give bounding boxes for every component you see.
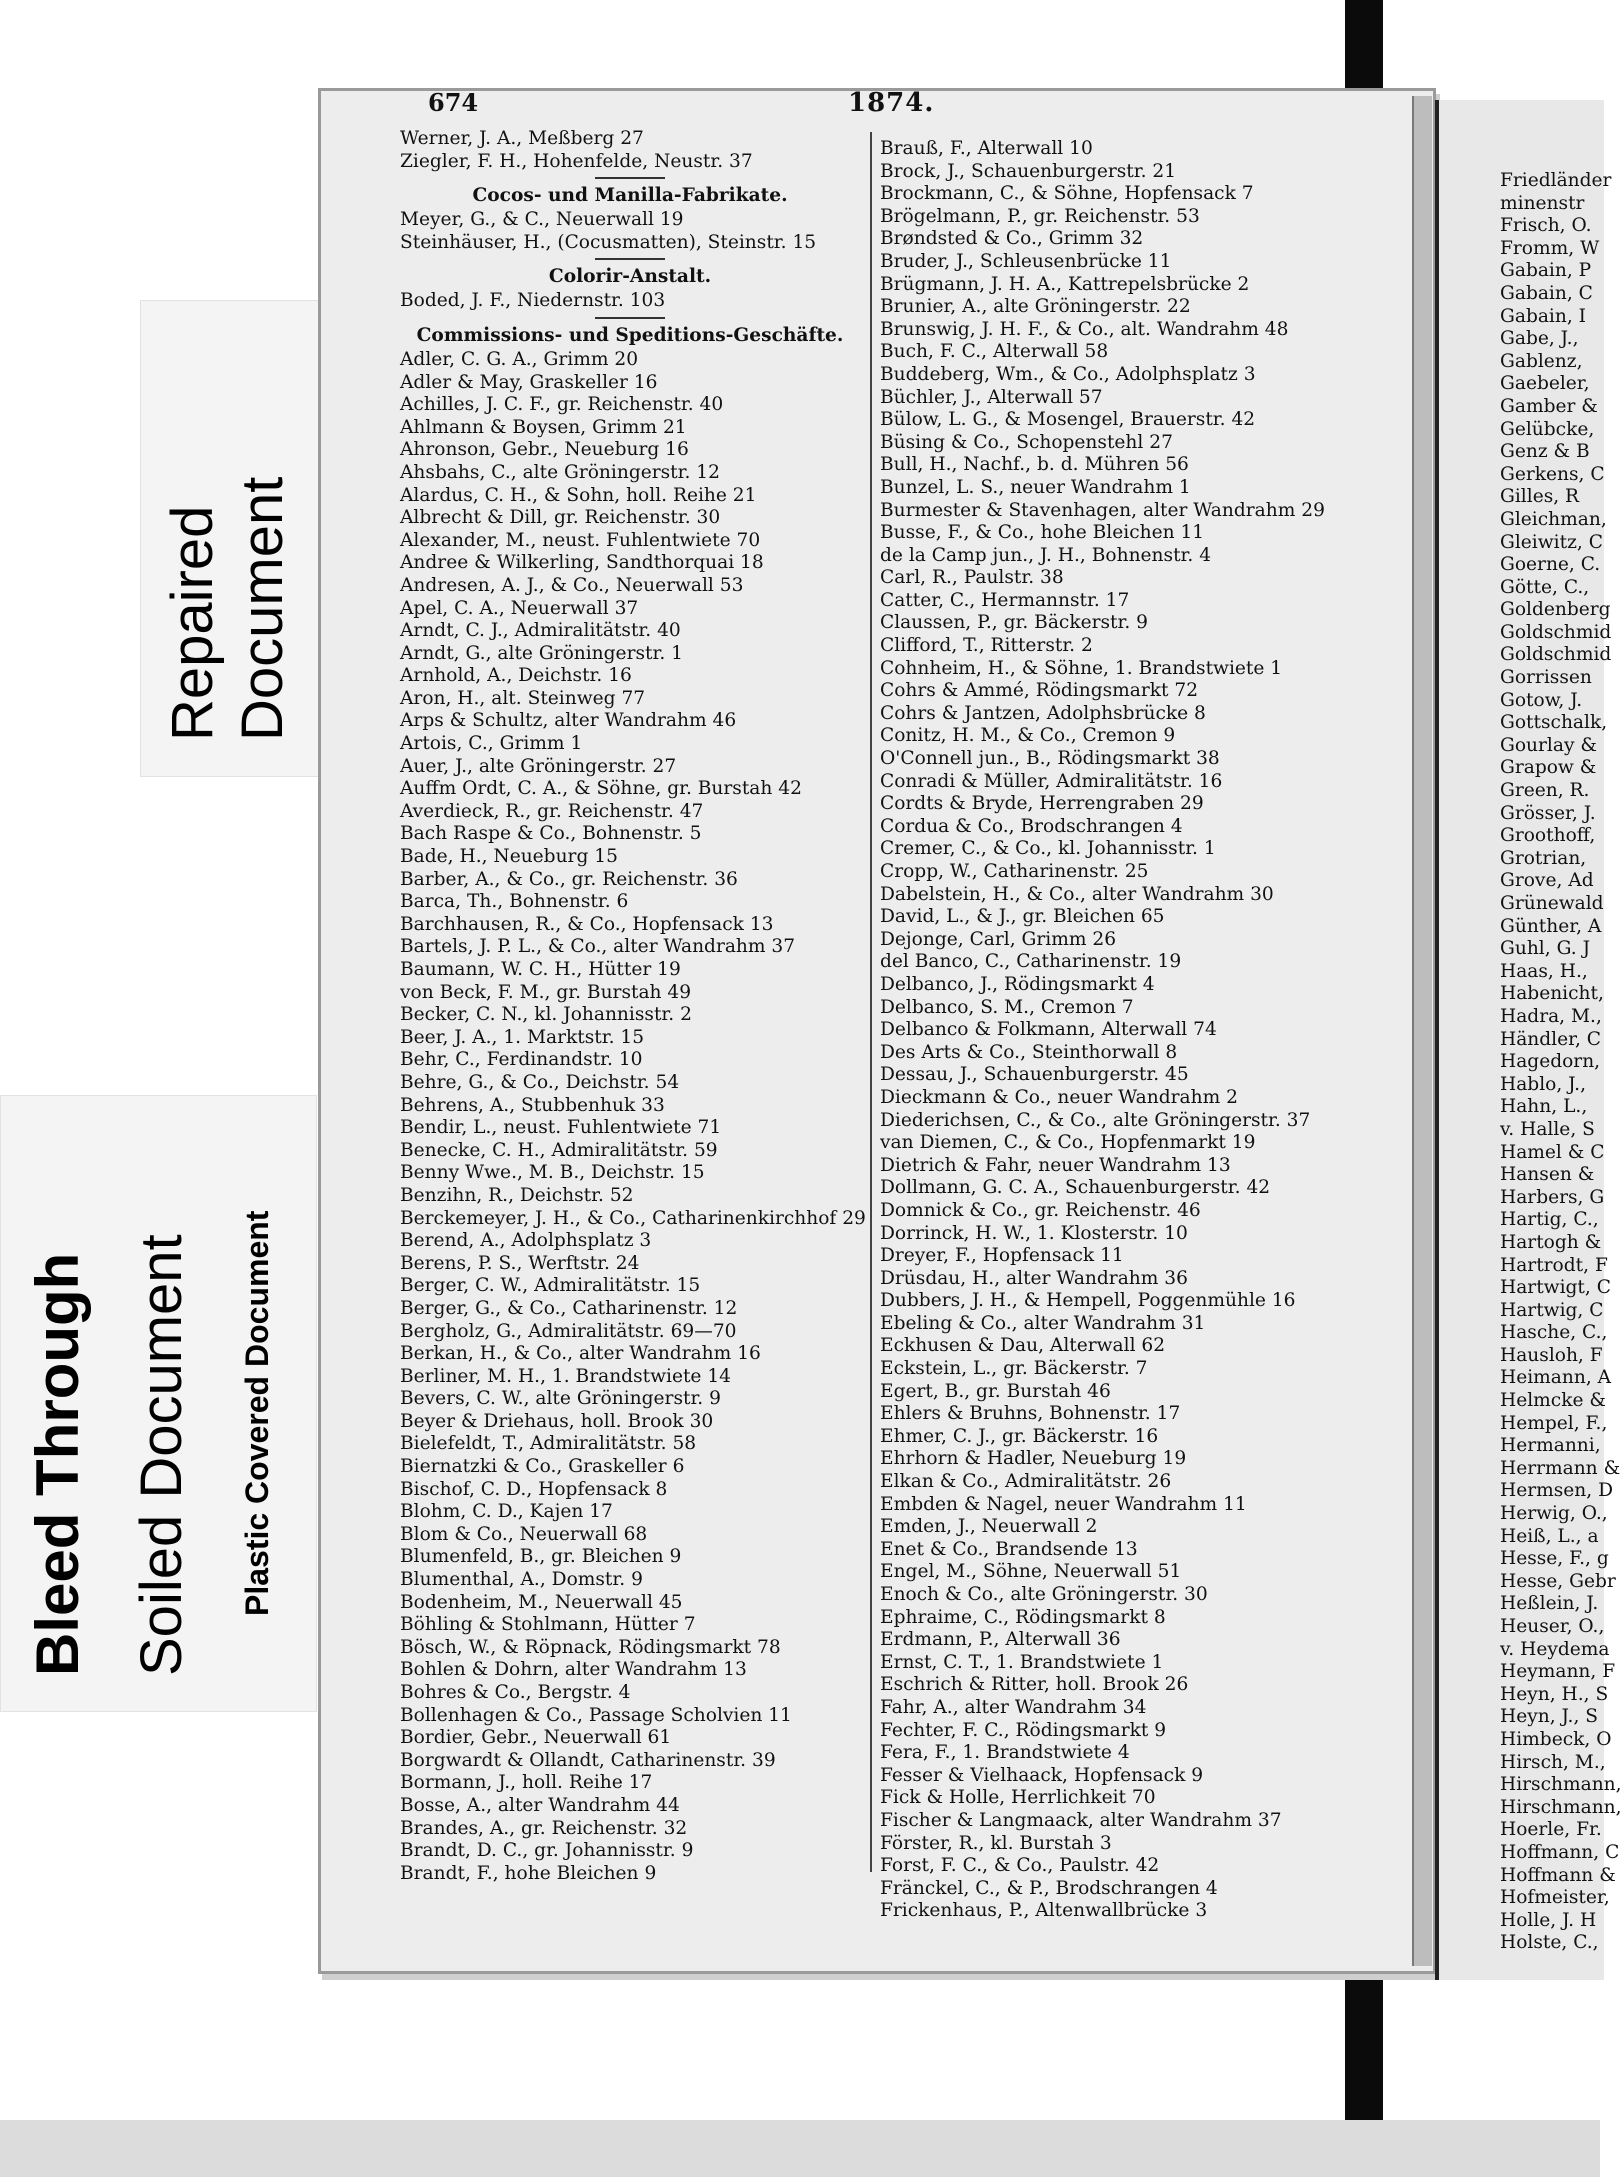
list-item: Fromm, W: [1500, 237, 1600, 259]
list-item: Hermsen, D: [1500, 1480, 1613, 1502]
list-item: Green, R.: [1500, 780, 1590, 802]
right-column: [1500, 170, 1622, 1955]
list-item: Baumann, W. C. H., Hütter 19: [400, 959, 681, 980]
list-item: Erdmann, P., Alterwall 36: [880, 1629, 1121, 1651]
list-item: Berger, C. W., Admiralitätstr. 15: [400, 1275, 701, 1297]
list-item: Berend, A., Adolphsplatz 3: [400, 1230, 652, 1252]
list-item: Fechter, F. C., Rödingsmarkt 9: [880, 1719, 1167, 1741]
list-item: Cohrs & Jantzen, Adolphsbrücke 8: [880, 702, 1206, 724]
list-item: Claussen, P., gr. Bäckerstr. 9: [880, 612, 1148, 634]
list-item: Clifford, T., Ritterstr. 2: [880, 635, 1093, 657]
list-item: Carl, R., Paulstr. 38: [880, 567, 1064, 589]
list-item: Ziegler, F. H., Hohenfelde, Neustr. 37: [400, 150, 753, 172]
list-item: Haas, H.,: [1500, 960, 1588, 982]
label-card-degradation: [0, 1095, 317, 1712]
list-item: Bade, H., Neueburg 15: [400, 846, 618, 868]
list-item: Brögelmann, P., gr. Reichenstr. 53: [880, 205, 1200, 227]
list-item: Genz & B: [1500, 441, 1590, 463]
list-item: von Beck, F. M., gr. Burstah 49: [400, 981, 692, 1003]
list-item: Ernst, C. T., 1. Brandstwiete 1: [880, 1651, 1164, 1673]
list-item: Heyn, H., S: [1500, 1683, 1609, 1705]
list-item: Behre, G., & Co., Deichstr. 54: [400, 1071, 680, 1093]
list-item: Hadra, M.,: [1500, 1005, 1602, 1027]
list-item: Conitz, H. M., & Co., Cremon 9: [880, 725, 1176, 747]
column-divider: [870, 132, 872, 1872]
list-item: van Diemen, C., & Co., Hopfenmarkt 19: [880, 1132, 1256, 1154]
list-item: Boded, J. F., Niedernstr. 103: [400, 290, 666, 312]
section-heading: Commissions- und Speditions-Geschäfte.: [416, 324, 844, 346]
list-item: Böhling & Stohlmann, Hütter 7: [400, 1614, 696, 1636]
list-item: Fahr, A., alter Wandrahm 34: [880, 1696, 1147, 1718]
list-item: Hasche, C.,: [1500, 1322, 1608, 1344]
list-item: Gottschalk,: [1500, 712, 1608, 734]
section-rule: [595, 317, 665, 319]
list-item: Gourlay &: [1500, 734, 1597, 756]
list-item: Heßlein, J.: [1500, 1593, 1599, 1615]
list-item: Cohnheim, H., & Söhne, 1. Brandstwiete 1: [880, 657, 1283, 679]
list-item: Bull, H., Nachf., b. d. Mühren 56: [880, 454, 1189, 476]
list-item: Hirsch, M.,: [1500, 1751, 1606, 1773]
list-item: Heymann, F: [1500, 1661, 1616, 1683]
list-item: Buch, F. C., Alterwall 58: [880, 341, 1109, 363]
right-list: [1500, 170, 1622, 1955]
list-item: Emden, J., Neuerwall 2: [880, 1516, 1098, 1538]
list-item: Grünewald: [1500, 893, 1604, 914]
list-item: Brandt, D. C., gr. Johannisstr. 9: [400, 1840, 694, 1862]
list-item: Forst, F. C., & Co., Paulstr. 42: [880, 1855, 1160, 1877]
list-item: Engel, M., Söhne, Neuerwall 51: [880, 1561, 1182, 1583]
list-item: Conradi & Müller, Admiralitätstr. 16: [880, 770, 1223, 792]
page-header: [428, 88, 1408, 118]
list-item: Bischof, C. D., Hopfensack 8: [400, 1478, 668, 1500]
list-item: v. Heydema: [1500, 1638, 1610, 1660]
list-item: Berliner, M. H., 1. Brandstwiete 14: [400, 1365, 731, 1387]
list-item: Artois, C., Grimm 1: [400, 733, 583, 755]
list-item: Brockmann, C., & Söhne, Hopfensack 7: [880, 183, 1254, 205]
list-item: Gablenz,: [1500, 350, 1583, 372]
left-column: [400, 128, 866, 1885]
film-bar-bottom: [1345, 1980, 1383, 2125]
list-item: v. Halle, S: [1500, 1118, 1595, 1140]
list-item: Berens, P. S., Werftstr. 24: [400, 1252, 640, 1274]
list-item: Herwig, O.,: [1500, 1503, 1608, 1525]
list-item: Dreyer, F., Hopfensack 11: [880, 1245, 1124, 1267]
list-item: Fränckel, C., & P., Brodschrangen 4: [880, 1877, 1218, 1899]
section-heading: Cocos- und Manilla-Fabrikate.: [472, 185, 788, 207]
list-item: Bülow, L. G., & Mosengel, Brauerstr. 42: [880, 409, 1256, 431]
list-item: Heyn, J., S: [1500, 1706, 1598, 1728]
film-bar-top: [1345, 0, 1383, 95]
list-item: Brandt, F., hohe Bleichen 9: [400, 1862, 657, 1884]
list-item: Bach Raspe & Co., Bohnenstr. 5: [400, 823, 702, 845]
list-item: Adler, C. G. A., Grimm 20: [400, 348, 639, 370]
list-item: Hoffmann &: [1500, 1864, 1616, 1886]
list-item: Hartwigt, C: [1500, 1277, 1611, 1299]
list-item: Albrecht & Dill, gr. Reichenstr. 30: [400, 507, 721, 529]
list-item: David, L., & J., gr. Bleichen 65: [880, 906, 1165, 928]
list-item: Hahn, L.,: [1500, 1096, 1588, 1118]
list-item: Gilles, R: [1500, 486, 1580, 508]
list-item: Adler & May, Graskeller 16: [400, 371, 658, 393]
soiled-label: Soiled Document: [129, 1234, 194, 1676]
list-item: Fera, F., 1. Brandstwiete 4: [880, 1742, 1130, 1764]
list-item: Eckstein, L., gr. Bäckerstr. 7: [880, 1358, 1148, 1380]
list-item: Gamber &: [1500, 395, 1598, 417]
list-item: Brandes, A., gr. Reichenstr. 32: [400, 1817, 688, 1839]
list-item: Gabain, P: [1500, 260, 1592, 282]
list-item: Eckhusen & Dau, Alterwall 62: [880, 1335, 1166, 1357]
list-item: Andresen, A. J., & Co., Neuerwall 53: [400, 574, 744, 596]
list-item: Gabe, J.,: [1500, 328, 1579, 350]
list-item: Hartwig, C: [1500, 1299, 1604, 1321]
list-item: Catter, C., Hermannstr. 17: [880, 589, 1130, 611]
list-item: Grove, Ad: [1500, 870, 1594, 892]
list-item: Barchhausen, R., & Co., Hopfensack 13: [400, 913, 774, 935]
list-item: Gaebeler,: [1500, 373, 1590, 395]
list-item: Arndt, C. J., Admiralitätstr. 40: [400, 620, 681, 642]
list-item: Hansen &: [1500, 1164, 1595, 1186]
list-item: minenstr: [1500, 192, 1585, 214]
list-item: Gelübcke,: [1500, 418, 1595, 440]
list-item: Cordts & Bryde, Herrengraben 29: [880, 793, 1204, 815]
list-item: Biernatzki & Co., Graskeller 6: [400, 1456, 685, 1478]
label-card-repaired: [140, 300, 347, 777]
list-item: Drüsdau, H., alter Wandrahm 36: [880, 1267, 1188, 1289]
list-item: Brauß, F., Alterwall 10: [880, 138, 1093, 159]
list-item: Berckemeyer, J. H., & Co., Catharinenkirchhof 29: [400, 1207, 866, 1229]
list-item: Berkan, H., & Co., alter Wandrahm 16: [400, 1343, 761, 1365]
middle-list: [880, 138, 1400, 1923]
list-item: Barca, Th., Bohnenstr. 6: [400, 891, 629, 913]
list-item: Büchler, J., Alterwall 57: [880, 386, 1103, 408]
list-item: Hablo, J.,: [1500, 1073, 1586, 1095]
list-item: Bohres & Co., Bergstr. 4: [400, 1682, 631, 1703]
list-item: Buddeberg, Wm., & Co., Adolphsplatz 3: [880, 363, 1256, 385]
list-item: Averdieck, R., gr. Reichenstr. 47: [400, 800, 704, 822]
list-item: Apel, C. A., Neuerwall 37: [400, 597, 639, 619]
list-item: Auffm Ordt, C. A., & Söhne, gr. Burstah 42: [400, 778, 802, 800]
list-item: Bohlen & Dohrn, alter Wandrahm 13: [400, 1659, 747, 1681]
list-item: Gabain, C: [1500, 282, 1593, 304]
list-item: Arnhold, A., Deichstr. 16: [400, 665, 632, 687]
list-item: O'Connell jun., B., Rödingsmarkt 38: [880, 748, 1220, 770]
page-number: 674: [428, 88, 479, 117]
list-item: Auer, J., alte Gröningerstr. 27: [400, 755, 677, 777]
list-item: Behr, C., Ferdinandstr. 10: [400, 1049, 643, 1071]
list-item: Busse, F., & Co., hohe Bleichen 11: [880, 522, 1205, 544]
list-item: Heuser, O.,: [1500, 1616, 1605, 1637]
list-item: Cohrs & Ammé, Rödingsmarkt 72: [880, 680, 1199, 702]
list-item: Hermanni,: [1500, 1435, 1601, 1457]
list-item: Gleichman,: [1500, 508, 1607, 530]
list-item: Bergholz, G., Admiralitätstr. 69—70: [400, 1320, 737, 1342]
list-item: Götte, C.,: [1500, 576, 1590, 598]
list-item: Förster, R., kl. Burstah 3: [880, 1832, 1112, 1854]
list-item: Fick & Holle, Herrlichkeit 70: [880, 1787, 1156, 1809]
list-item: Hamel & C: [1500, 1141, 1605, 1163]
list-item: Beyer & Driehaus, holl. Brook 30: [400, 1410, 714, 1432]
list-item: Hirschmann,: [1500, 1774, 1622, 1796]
list-item: Günther, A: [1500, 915, 1602, 937]
list-item: Blumenfeld, B., gr. Bleichen 9: [400, 1546, 682, 1568]
list-item: Alexander, M., neust. Fuhlentwiete 70: [400, 529, 761, 551]
list-item: Holle, J. H: [1500, 1909, 1597, 1931]
list-item: Cordua & Co., Brodschrangen 4: [880, 815, 1183, 837]
list-item: Brøndsted & Co., Grimm 32: [880, 228, 1144, 250]
list-item: Alardus, C. H., & Sohn, holl. Reihe 21: [400, 484, 757, 506]
list-item: Dessau, J., Schauenburgerstr. 45: [880, 1064, 1189, 1086]
list-item: Enoch & Co., alte Gröningerstr. 30: [880, 1584, 1208, 1605]
list-item: Delbanco, J., Rödingsmarkt 4: [880, 973, 1155, 995]
list-item: Holste, C.,: [1500, 1932, 1599, 1954]
list-item: Hartrodt, F: [1500, 1254, 1608, 1276]
list-item: Werner, J. A., Meßberg 27: [400, 128, 644, 149]
repaired-label-line1: Repaired: [160, 505, 225, 741]
list-item: Bevers, C. W., alte Gröningerstr. 9: [400, 1388, 721, 1410]
list-item: Dubbers, J. H., & Hempell, Poggenmühle 16: [880, 1290, 1296, 1312]
list-item: Hartogh &: [1500, 1231, 1602, 1253]
list-item: Arps & Schultz, alter Wandrahm 46: [400, 710, 737, 732]
bottom-band: [0, 2120, 1600, 2177]
list-item: Brock, J., Schauenburgerstr. 21: [880, 160, 1177, 182]
list-item: Hempel, F.,: [1500, 1412, 1608, 1434]
list-item: Groothoff,: [1500, 825, 1596, 847]
list-item: Ehmer, C. J., gr. Bäckerstr. 16: [880, 1425, 1159, 1447]
list-item: Beer, J. A., 1. Marktstr. 15: [400, 1026, 645, 1048]
list-item: Bielefeldt, T., Admiralitätstr. 58: [400, 1433, 697, 1455]
list-item: Hesse, Gebr: [1500, 1570, 1616, 1592]
list-item: Benny Wwe., M. B., Deichstr. 15: [400, 1162, 705, 1184]
list-item: Bosse, A., alter Wandrahm 44: [400, 1794, 680, 1816]
list-item: del Banco, C., Catharinenstr. 19: [880, 951, 1182, 973]
page-year: 1874.: [848, 88, 935, 118]
list-item: Ehlers & Bruhns, Bohnenstr. 17: [880, 1403, 1181, 1425]
list-item: Dollmann, G. C. A., Schauenburgerstr. 42: [880, 1177, 1271, 1199]
list-item: Büsing & Co., Schopenstehl 27: [880, 431, 1173, 453]
list-item: Becker, C. N., kl. Johannisstr. 2: [400, 1004, 692, 1026]
list-item: Arndt, G., alte Gröningerstr. 1: [400, 642, 683, 664]
list-item: Brügmann, J. H. A., Kattrepelsbrücke 2: [880, 273, 1250, 295]
list-item: Cremer, C., & Co., kl. Johannisstr. 1: [880, 838, 1216, 860]
list-item: Fesser & Vielhaack, Hopfensack 9: [880, 1764, 1204, 1786]
list-item: Hoerle, Fr.: [1500, 1819, 1602, 1841]
list-item: Aron, H., alt. Steinweg 77: [400, 687, 646, 709]
list-item: Barber, A., & Co., gr. Reichenstr. 36: [400, 868, 738, 890]
list-item: Achilles, J. C. F., gr. Reichenstr. 40: [400, 394, 724, 416]
bleed-through-label: Bleed Through: [24, 1252, 91, 1676]
commissions-list: [400, 348, 866, 1885]
list-item: Bösch, W., & Röpnack, Rödingsmarkt 78: [400, 1636, 781, 1658]
list-item: Steinhäuser, H., (Cocusmatten), Steinstr. 15: [400, 231, 817, 253]
list-item: Hirschmann,: [1500, 1796, 1622, 1818]
section-rule: [595, 258, 665, 260]
list-item: Eschrich & Ritter, holl. Brook 26: [880, 1674, 1189, 1696]
list-item: Behrens, A., Stubbenhuk 33: [400, 1094, 665, 1116]
list-item: Blohm, C. D., Kajen 17: [400, 1501, 613, 1523]
list-item: Goldschmid: [1500, 621, 1612, 643]
list-item: Embden & Nagel, neuer Wandrahm 11: [880, 1493, 1247, 1515]
list-item: Meyer, G., & C., Neuerwall 19: [400, 209, 684, 231]
list-item: Ahronson, Gebr., Neueburg 16: [400, 439, 689, 461]
list-item: Gleiwitz, C: [1500, 531, 1603, 553]
list-item: Grösser, J.: [1500, 802, 1596, 824]
list-item: Goerne, C.: [1500, 554, 1601, 576]
list-item: Domnick & Co., gr. Reichenstr. 46: [880, 1199, 1201, 1221]
list-item: Bunzel, L. S., neuer Wandrahm 1: [880, 476, 1191, 498]
list-item: Dieckmann & Co., neuer Wandrahm 2: [880, 1086, 1238, 1108]
list-item: Frisch, O.: [1500, 215, 1592, 237]
list-item: Gotow, J.: [1500, 689, 1583, 711]
list-item: Egert, B., gr. Burstah 46: [880, 1380, 1111, 1402]
list-item: Hoffmann, C: [1500, 1841, 1620, 1863]
list-item: Diederichsen, C., & Co., alte Gröningerstr. 37: [880, 1109, 1311, 1131]
list-item: Borgwardt & Ollandt, Catharinenstr. 39: [400, 1749, 776, 1771]
list-item: Delbanco & Folkmann, Alterwall 74: [880, 1019, 1217, 1041]
list-item: Ebeling & Co., alter Wandrahm 31: [880, 1312, 1206, 1334]
list-item: Dietrich & Fahr, neuer Wandrahm 13: [880, 1154, 1231, 1176]
list-item: Gabain, I: [1500, 305, 1587, 327]
list-item: Händler, C: [1500, 1028, 1602, 1050]
list-item: Benzihn, R., Deichstr. 52: [400, 1184, 634, 1206]
list-item: Hagedorn,: [1500, 1051, 1601, 1073]
list-item: Fischer & Langmaack, alter Wandrahm 37: [880, 1809, 1282, 1831]
list-item: Herrmann &: [1500, 1457, 1621, 1479]
list-item: Frickenhaus, P., Altenwallbrücke 3: [880, 1900, 1208, 1922]
list-item: Delbanco, S. M., Cremon 7: [880, 996, 1134, 1018]
page-fold: [1412, 96, 1432, 1966]
list-item: Bartels, J. P. L., & Co., alter Wandrahm 37: [400, 936, 796, 958]
list-item: Heimann, A: [1500, 1367, 1612, 1389]
list-item: Hofmeister,: [1500, 1887, 1610, 1909]
list-item: Bollenhagen & Co., Passage Scholvien 11: [400, 1704, 792, 1726]
list-item: Habenicht,: [1500, 983, 1604, 1005]
repaired-label-line2: Document: [230, 476, 295, 741]
list-item: Enet & Co., Brandsende 13: [880, 1538, 1138, 1560]
section-heading: Colorir-Anstalt.: [548, 266, 712, 288]
list-item: Bormann, J., holl. Reihe 17: [400, 1772, 653, 1794]
list-item: Goldenberg: [1500, 599, 1611, 621]
list-item: Des Arts & Co., Steinthorwall 8: [880, 1041, 1178, 1063]
list-item: Grapow &: [1500, 757, 1597, 779]
list-item: Goldschmid: [1500, 644, 1612, 666]
list-item: Benecke, C. H., Admiralitätstr. 59: [400, 1139, 718, 1161]
list-item: Dorrinck, H. W., 1. Klosterstr. 10: [880, 1222, 1188, 1244]
list-item: Cropp, W., Catharinenstr. 25: [880, 861, 1149, 882]
plastic-label: Plastic Covered Document: [239, 1210, 275, 1616]
list-item: Brunier, A., alte Gröningerstr. 22: [880, 296, 1191, 318]
list-item: Gorrissen: [1500, 667, 1592, 689]
list-item: Guhl, G. J: [1500, 938, 1591, 960]
list-item: Hausloh, F: [1500, 1344, 1603, 1366]
list-item: Harbers, G: [1500, 1186, 1605, 1208]
list-item: Gerkens, C: [1500, 463, 1605, 485]
list-item: Hartig, C.,: [1500, 1209, 1599, 1231]
list-item: Grotrian,: [1500, 847, 1587, 869]
list-item: Ahlmann & Boysen, Grimm 21: [400, 416, 687, 438]
list-item: Helmcke &: [1500, 1390, 1606, 1412]
list-item: Ehrhorn & Hadler, Neueburg 19: [880, 1448, 1187, 1470]
list-item: Bendir, L., neust. Fuhlentwiete 71: [400, 1117, 722, 1139]
list-item: Bordier, Gebr., Neuerwall 61: [400, 1727, 672, 1749]
list-item: Ephraime, C., Rödingsmarkt 8: [880, 1606, 1166, 1628]
list-item: Blumenthal, A., Domstr. 9: [400, 1569, 643, 1591]
section-rule: [595, 177, 665, 179]
list-item: Bodenheim, M., Neuerwall 45: [400, 1591, 683, 1613]
list-item: Burmester & Stavenhagen, alter Wandrahm 29: [880, 499, 1325, 521]
list-item: Blom & Co., Neuerwall 68: [400, 1523, 648, 1545]
list-item: Dejonge, Carl, Grimm 26: [880, 928, 1117, 950]
list-item: Friedländer: [1500, 170, 1612, 191]
list-item: Berger, G., & Co., Catharinenstr. 12: [400, 1297, 738, 1319]
list-item: Bruder, J., Schleusenbrücke 11: [880, 250, 1172, 272]
list-item: de la Camp jun., J. H., Bohnenstr. 4: [880, 544, 1212, 566]
middle-column: [880, 138, 1400, 1923]
list-item: Ahsbahs, C., alte Gröningerstr. 12: [400, 461, 720, 483]
list-item: Elkan & Co., Admiralitätstr. 26: [880, 1471, 1172, 1493]
list-item: Brunswig, J. H. F., & Co., alt. Wandrahm 48: [880, 318, 1289, 340]
list-item: Himbeck, O: [1500, 1728, 1612, 1750]
list-item: Heiß, L., a: [1500, 1525, 1599, 1547]
list-item: Dabelstein, H., & Co., alter Wandrahm 30: [880, 883, 1274, 905]
list-item: Andree & Wilkerling, Sandthorquai 18: [400, 552, 764, 574]
list-item: Hesse, F., g: [1500, 1548, 1609, 1570]
